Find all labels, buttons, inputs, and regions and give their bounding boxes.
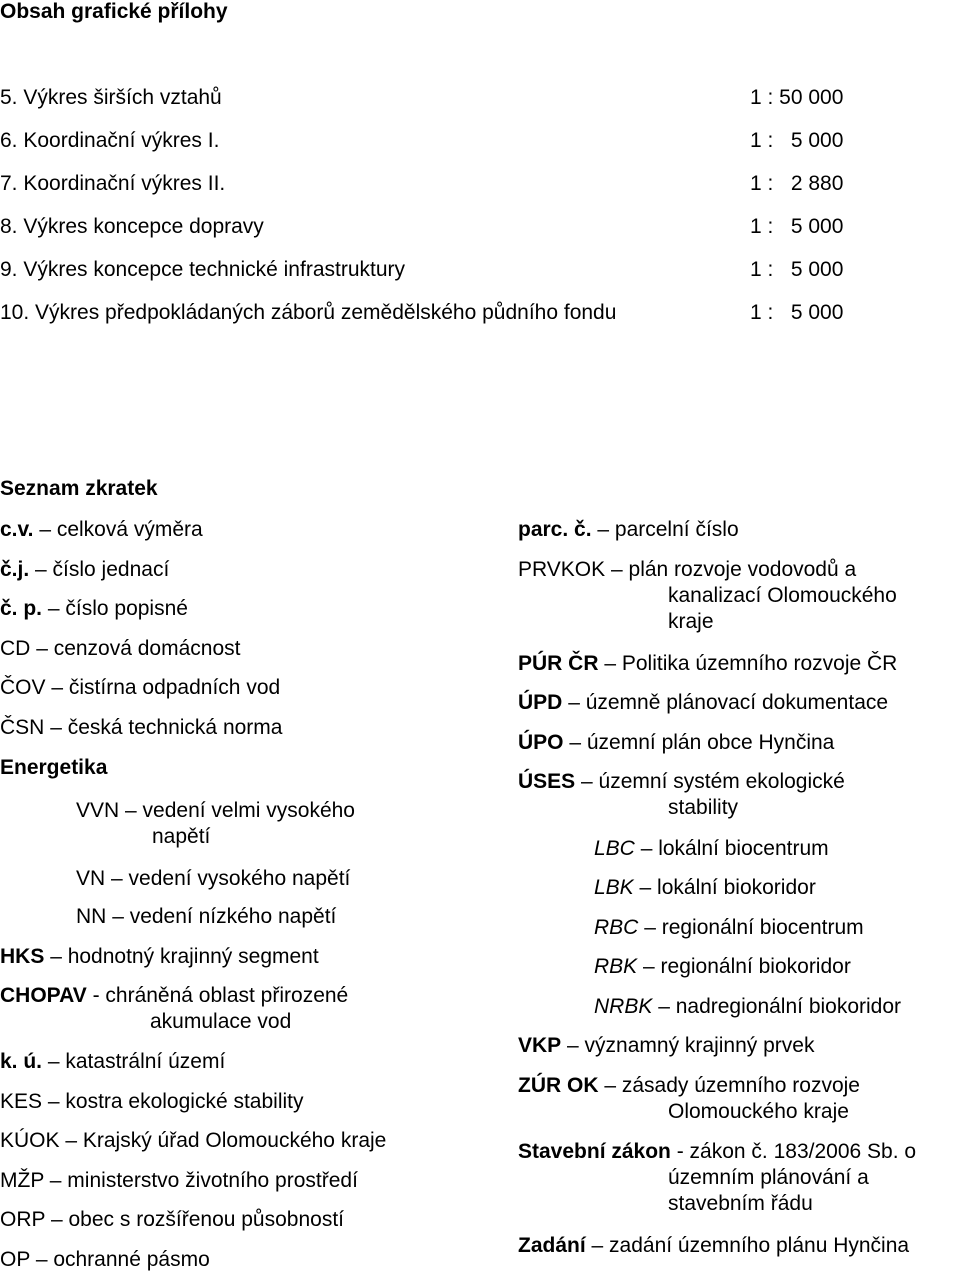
abbr-entry: [76, 904, 336, 930]
abbr-def: – lokální biocentrum: [640, 837, 829, 860]
abbr-term: Zadání: [518, 1234, 586, 1257]
abbr-def: – hodnotný krajinný segment: [50, 945, 319, 968]
abbr-def: – zásady územního rozvoje: [604, 1074, 860, 1097]
abbr-entry: [0, 675, 280, 701]
abbr-entry: [0, 557, 169, 583]
abbr-term: LBC: [594, 837, 635, 860]
abbr-def: – čistírna odpadních vod: [51, 676, 281, 699]
abbr-entry: [0, 983, 348, 1035]
graphics-item-scale: 1 : 50 000: [750, 86, 844, 109]
abbr-entry: [518, 1139, 916, 1217]
abbr-entry: [0, 715, 282, 741]
abbr-term: KES: [0, 1090, 43, 1113]
abbr-term: VKP: [518, 1034, 562, 1057]
abbr-def: – číslo popisné: [47, 597, 188, 620]
abbr-term: ČSN: [0, 716, 45, 739]
abbr-def: – obec s rozšířenou působností: [50, 1208, 344, 1231]
abbr-def: - chráněná oblast přirozené: [92, 984, 349, 1007]
abbr-term: RBK: [594, 955, 638, 978]
abbr-term: RBC: [594, 916, 639, 939]
abbr-def: – vedení vysokého napětí: [111, 867, 351, 890]
abbr-def: – nadregionální biokoridor: [658, 995, 902, 1018]
abbr-term: k. ú.: [0, 1050, 43, 1073]
abbr-def: – územně plánovací dokumentace: [568, 691, 889, 714]
abbr-entry: [0, 944, 319, 970]
abbr-entry: [594, 836, 829, 862]
abbr-term: Stavební zákon: [518, 1140, 671, 1163]
abbr-entry: [76, 866, 350, 892]
abbr-term: Energetika: [0, 756, 108, 779]
abbr-term: parc. č.: [518, 518, 592, 541]
abbr-entry: [518, 1233, 909, 1259]
graphics-item-name: 10. Výkres předpokládaných záborů zemědělského půdního fondu: [0, 301, 617, 324]
abbr-term: LBK: [594, 876, 634, 899]
abbr-def: – kostra ekologické stability: [47, 1090, 304, 1113]
graphics-title: Obsah grafické přílohy: [0, 0, 228, 23]
abbr-entry: [0, 636, 240, 662]
abbr-def-cont: napětí: [152, 825, 211, 848]
abbr-entry: [76, 798, 355, 850]
abbr-term: KÚOK: [0, 1129, 60, 1152]
abbr-term: HKS: [0, 945, 45, 968]
abbr-term: ORP: [0, 1208, 46, 1231]
abbr-term: č. p.: [0, 597, 43, 620]
abbr-def-cont: Olomouckého kraje: [668, 1100, 849, 1123]
abbr-def: – zadání územního plánu Hynčina: [591, 1234, 910, 1257]
abbr-term: c.v.: [0, 518, 34, 541]
abbr-def: – regionální biocentrum: [644, 916, 864, 939]
abbr-term: PRVKOK: [518, 558, 606, 581]
abbr-entry: [518, 690, 888, 716]
abbr-term: CD: [0, 637, 31, 660]
abbr-def: – Politika územního rozvoje ČR: [604, 652, 898, 675]
abbr-entry: [0, 1247, 210, 1273]
abbr-entry: [518, 730, 834, 756]
abbr-term: ČOV: [0, 676, 46, 699]
abbr-def: – významný krajinný prvek: [567, 1034, 815, 1057]
abbr-def: – vedení nízkého napětí: [112, 905, 337, 928]
abbr-def: – katastrální území: [47, 1050, 226, 1073]
abbr-term: VN: [76, 867, 106, 890]
abbr-term: CHOPAV: [0, 984, 87, 1007]
abbr-entry: [518, 651, 897, 677]
abbr-entry: [0, 517, 203, 543]
abbr-term: ÚSES: [518, 770, 576, 793]
abbr-entry: [594, 954, 851, 980]
abbr-def: – územní systém ekologické: [581, 770, 845, 793]
abbr-def: – parcelní číslo: [597, 518, 739, 541]
abbr-entry: [0, 596, 188, 622]
abbr-term: č.j.: [0, 558, 30, 581]
abbr-def: – ministerstvo životního prostředí: [49, 1169, 358, 1192]
abbr-term: VVN: [76, 799, 120, 822]
abbr-term: ÚPO: [518, 731, 564, 754]
abbr-entry: [594, 915, 864, 941]
abbr-term: ÚPD: [518, 691, 563, 714]
abbr-term: PÚR ČR: [518, 652, 599, 675]
abbr-term: OP: [0, 1248, 30, 1271]
abbr-title: Seznam zkratek: [0, 477, 158, 500]
abbr-def-cont: stability: [668, 796, 739, 819]
graphics-item-scale: 1 : 5 000: [750, 215, 844, 238]
abbr-entry: [0, 1089, 304, 1115]
abbr-entry: [518, 1073, 860, 1125]
abbr-def: – Krajský úřad Olomouckého kraje: [65, 1129, 387, 1152]
graphics-item-name: 9. Výkres koncepce technické infrastruktury: [0, 258, 406, 281]
graphics-item-scale: 1 : 5 000: [750, 129, 844, 152]
abbr-def: – cenzová domácnost: [36, 637, 241, 660]
abbr-def: – celková výměra: [39, 518, 203, 541]
abbr-term: NN: [76, 905, 107, 928]
abbr-term: MŽP: [0, 1169, 44, 1192]
abbr-def: – lokální biokoridor: [639, 876, 816, 899]
abbr-entry: [0, 1207, 344, 1233]
abbr-entry: [0, 1049, 225, 1075]
abbr-def: – regionální biokoridor: [643, 955, 851, 978]
abbr-def-cont: kanalizací Olomouckého: [668, 584, 897, 607]
graphics-item-scale: 1 : 5 000: [750, 301, 844, 324]
abbr-def: - zákon č. 183/2006 Sb. o: [676, 1140, 917, 1163]
abbr-entry: [518, 769, 845, 821]
abbr-def: – plán rozvoje vodovodů a: [611, 558, 857, 581]
abbr-entry: [518, 1033, 814, 1059]
graphics-item-scale: 1 : 5 000: [750, 258, 844, 281]
abbr-def: – česká technická norma: [50, 716, 283, 739]
abbr-term: ZÚR OK: [518, 1074, 599, 1097]
abbr-term: NRBK: [594, 995, 653, 1018]
abbr-entry: [0, 1128, 386, 1154]
graphics-item-name: 8. Výkres koncepce dopravy: [0, 215, 264, 238]
abbr-def-cont: územním plánování a: [668, 1166, 869, 1189]
abbr-entry: [594, 875, 816, 901]
abbr-entry: [0, 1168, 358, 1194]
abbr-def-cont: akumulace vod: [150, 1010, 292, 1033]
abbr-def-cont: stavebním řádu: [668, 1192, 813, 1215]
graphics-item-name: 6. Koordinační výkres I.: [0, 129, 220, 152]
graphics-item-scale: 1 : 2 880: [750, 172, 844, 195]
abbr-def: – územní plán obce Hynčina: [569, 731, 835, 754]
abbr-entry: [518, 557, 897, 635]
abbr-def: – vedení velmi vysokého: [125, 799, 355, 822]
graphics-item-name: 5. Výkres širších vztahů: [0, 86, 222, 109]
abbr-entry: [0, 755, 107, 781]
abbr-def: – číslo jednací: [35, 558, 170, 581]
abbr-def-cont: kraje: [668, 610, 714, 633]
abbr-def: – ochranné pásmo: [35, 1248, 210, 1271]
abbr-entry: [594, 994, 901, 1020]
graphics-item-name: 7. Koordinační výkres II.: [0, 172, 226, 195]
abbr-entry: [518, 517, 739, 543]
